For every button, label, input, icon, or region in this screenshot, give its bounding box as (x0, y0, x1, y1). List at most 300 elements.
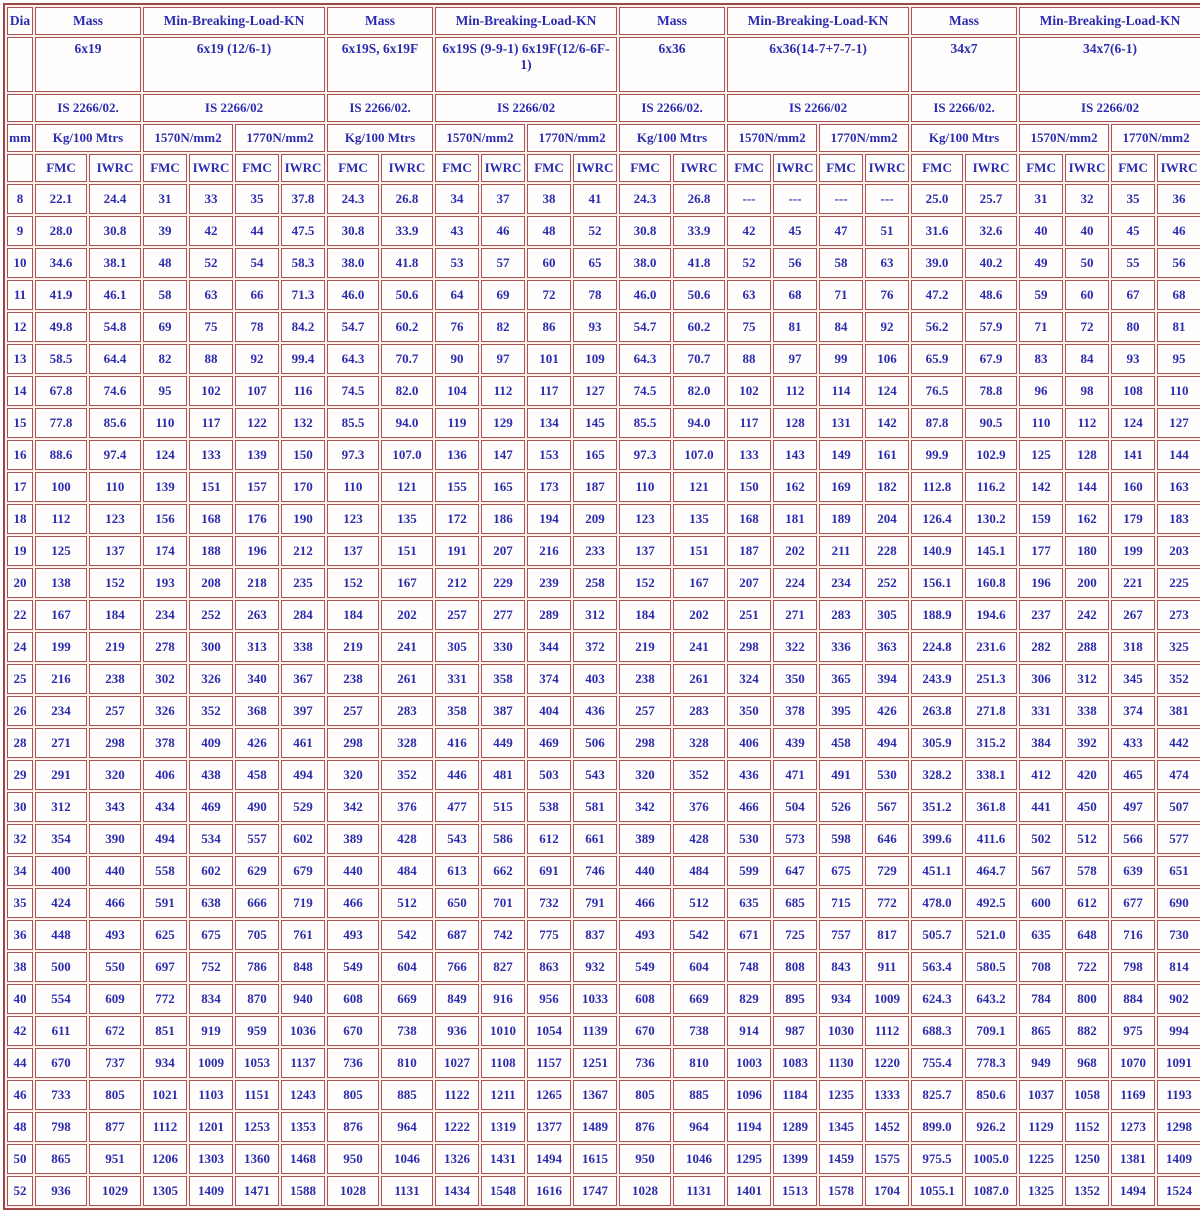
table-cell: 168 (189, 504, 233, 534)
table-cell: 1298 (1157, 1112, 1200, 1142)
table-cell: 177 (1019, 536, 1063, 566)
table-cell: 35 (235, 184, 279, 214)
table-cell: 1070 (1111, 1048, 1155, 1078)
table-cell: 863 (527, 952, 571, 982)
table-cell: 110 (89, 472, 141, 502)
table-cell: 374 (1111, 696, 1155, 726)
table-cell: 639 (1111, 856, 1155, 886)
table-cell: 964 (381, 1112, 433, 1142)
table-cell: 738 (381, 1016, 433, 1046)
table-cell: 365 (819, 664, 863, 694)
table-cell: 493 (89, 920, 141, 950)
table-cell: 57 (481, 248, 525, 278)
table-cell: 70.7 (673, 344, 725, 374)
table-cell: 466 (89, 888, 141, 918)
table-cell: 152 (619, 568, 671, 598)
table-row (7, 856, 1200, 886)
header-mass: Mass (911, 7, 1017, 35)
table-cell: 1193 (1157, 1080, 1200, 1110)
table-cell: 638 (189, 888, 233, 918)
table-cell: 1513 (773, 1176, 817, 1206)
table-cell: 184 (89, 600, 141, 630)
table-cell: 152 (327, 568, 379, 598)
table-cell: 1083 (773, 1048, 817, 1078)
table-cell: 598 (819, 824, 863, 854)
table-cell: 71 (1019, 312, 1063, 342)
table-cell: 97.3 (619, 440, 671, 470)
table-cell: 557 (235, 824, 279, 854)
table-cell: 224 (773, 568, 817, 598)
table-cell: 825.7 (911, 1080, 963, 1110)
table-cell: 549 (327, 952, 379, 982)
table-cell: 54.8 (89, 312, 141, 342)
table-cell: 207 (481, 536, 525, 566)
row-dia: 28 (7, 728, 33, 758)
table-cell: 251.3 (965, 664, 1017, 694)
table-row (7, 920, 1200, 950)
table-cell: 805 (619, 1080, 671, 1110)
table-cell: 577 (1157, 824, 1200, 854)
table-cell: 1054 (527, 1016, 571, 1046)
table-cell: 203 (1157, 536, 1200, 566)
table-cell: 50.6 (381, 280, 433, 310)
header-standard: IS 2266/02 (435, 94, 617, 122)
table-cell: 81 (1157, 312, 1200, 342)
table-cell: 471 (773, 760, 817, 790)
table-cell: 68 (773, 280, 817, 310)
table-cell: 761 (281, 920, 325, 950)
table-cell: 492.5 (965, 888, 1017, 918)
table-cell: 1489 (573, 1112, 617, 1142)
table-cell: 604 (673, 952, 725, 982)
table-cell: 149 (819, 440, 863, 470)
table-cell: 86 (527, 312, 571, 342)
header-core-iwrc: IWRC (865, 154, 909, 182)
table-cell: 926.2 (965, 1112, 1017, 1142)
table-cell: 42 (727, 216, 771, 246)
header-core-fmc: FMC (727, 154, 771, 182)
table-row (7, 664, 1200, 694)
table-row (7, 728, 1200, 758)
table-cell: 283 (819, 600, 863, 630)
table-cell: 57.9 (965, 312, 1017, 342)
header-grade-1570: 1570N/mm2 (727, 124, 817, 152)
table-cell: 75 (727, 312, 771, 342)
table-cell: 1345 (819, 1112, 863, 1142)
table-cell: 188.9 (911, 600, 963, 630)
table-cell: 257 (619, 696, 671, 726)
table-cell: 92 (235, 344, 279, 374)
table-cell: 31 (1019, 184, 1063, 214)
header-core-iwrc: IWRC (89, 154, 141, 182)
header-core-iwrc: IWRC (1065, 154, 1109, 182)
header-mass-unit: Kg/100 Mtrs (911, 124, 1017, 152)
table-cell: 78 (573, 280, 617, 310)
table-cell: 291 (35, 760, 87, 790)
table-cell: 934 (143, 1048, 187, 1078)
table-cell: 58 (143, 280, 187, 310)
table-cell: 298 (619, 728, 671, 758)
table-cell: 225 (1157, 568, 1200, 598)
table-cell: 876 (327, 1112, 379, 1142)
table-cell: 400 (35, 856, 87, 886)
table-cell: 843 (819, 952, 863, 982)
table-cell: 389 (327, 824, 379, 854)
table-cell: 543 (573, 760, 617, 790)
table-cell: 60.2 (673, 312, 725, 342)
table-cell: 155 (435, 472, 479, 502)
table-cell: 46.0 (327, 280, 379, 310)
table-cell: 97.4 (89, 440, 141, 470)
table-cell: 512 (1065, 824, 1109, 854)
table-cell: 1409 (189, 1176, 233, 1206)
table-cell: 74.6 (89, 376, 141, 406)
table-cell: 151 (381, 536, 433, 566)
table-cell: 52 (727, 248, 771, 278)
table-cell: 635 (1019, 920, 1063, 950)
table-cell: 40.2 (965, 248, 1017, 278)
table-cell: 757 (819, 920, 863, 950)
table-cell: 956 (527, 984, 571, 1014)
table-cell: 679 (281, 856, 325, 886)
table-cell: 37 (481, 184, 525, 214)
header-core-fmc: FMC (35, 154, 87, 182)
table-cell: 733 (35, 1080, 87, 1110)
table-row (7, 408, 1200, 438)
table-cell: 461 (281, 728, 325, 758)
table-cell: 184 (327, 600, 379, 630)
table-cell: 50 (1065, 248, 1109, 278)
table-cell: 66 (235, 280, 279, 310)
table-cell: 1169 (1111, 1080, 1155, 1110)
table-cell: 395 (819, 696, 863, 726)
table-cell: 33.9 (381, 216, 433, 246)
header-grade-1570: 1570N/mm2 (435, 124, 525, 152)
header-dia-unit: mm (7, 124, 33, 152)
table-cell: 135 (673, 504, 725, 534)
table-cell: 98 (1065, 376, 1109, 406)
table-cell: 165 (481, 472, 525, 502)
table-cell: 194 (527, 504, 571, 534)
row-dia: 13 (7, 344, 33, 374)
table-row (7, 568, 1200, 598)
table-cell: 116.2 (965, 472, 1017, 502)
table-cell: 342 (619, 792, 671, 822)
table-cell: 530 (727, 824, 771, 854)
table-cell: 34.6 (35, 248, 87, 278)
table-cell: 26.8 (673, 184, 725, 214)
table-cell: 33 (189, 184, 233, 214)
table-cell: 300 (189, 632, 233, 662)
table-cell: 1333 (865, 1080, 909, 1110)
table-cell: 549 (619, 952, 671, 982)
table-cell: 252 (865, 568, 909, 598)
table-cell: 350 (727, 696, 771, 726)
table-cell: 895 (773, 984, 817, 1014)
table-cell: 30.8 (89, 216, 141, 246)
table-cell: 940 (281, 984, 325, 1014)
table-cell: 180 (1065, 536, 1109, 566)
table-cell: 95 (143, 376, 187, 406)
table-cell: 340 (235, 664, 279, 694)
table-cell: 975.5 (911, 1144, 963, 1174)
table-cell: --- (819, 184, 863, 214)
row-dia: 11 (7, 280, 33, 310)
table-cell: 330 (481, 632, 525, 662)
header-grade-1570: 1570N/mm2 (1019, 124, 1109, 152)
table-cell: 88.6 (35, 440, 87, 470)
header-grade-1770: 1770N/mm2 (819, 124, 909, 152)
table-cell: 56 (773, 248, 817, 278)
table-cell: 263.8 (911, 696, 963, 726)
table-cell: 125 (1019, 440, 1063, 470)
table-row (7, 792, 1200, 822)
header-standard: IS 2266/02 (727, 94, 909, 122)
table-cell: 611 (35, 1016, 87, 1046)
table-cell: 69 (143, 312, 187, 342)
table-cell: 107.0 (381, 440, 433, 470)
table-cell: 449 (481, 728, 525, 758)
table-cell: 47.5 (281, 216, 325, 246)
table-cell: 1250 (1065, 1144, 1109, 1174)
table-row (7, 984, 1200, 1014)
table-cell: 384 (1019, 728, 1063, 758)
table-cell: 243.9 (911, 664, 963, 694)
table-cell: 661 (573, 824, 617, 854)
table-cell: 458 (819, 728, 863, 758)
header-standard: IS 2266/02 (143, 94, 325, 122)
table-cell: 38 (527, 184, 571, 214)
table-cell: 538 (527, 792, 571, 822)
header-mass-unit: Kg/100 Mtrs (619, 124, 725, 152)
header-breaking-load: Min-Breaking-Load-KN (727, 7, 909, 35)
table-cell: 38.0 (327, 248, 379, 278)
table-cell: 167 (35, 600, 87, 630)
table-cell: 950 (327, 1144, 379, 1174)
table-cell: 390 (89, 824, 141, 854)
table-cell: 48 (527, 216, 571, 246)
header-core-fmc: FMC (143, 154, 187, 182)
table-row (7, 824, 1200, 854)
table-cell: 1319 (481, 1112, 525, 1142)
table-cell: 24.4 (89, 184, 141, 214)
header-mass: Mass (327, 7, 433, 35)
table-cell: 138 (35, 568, 87, 598)
table-cell: 238 (619, 664, 671, 694)
table-cell: 58.5 (35, 344, 87, 374)
table-cell: 1381 (1111, 1144, 1155, 1174)
table-cell: 133 (189, 440, 233, 470)
table-cell: 643.2 (965, 984, 1017, 1014)
table-cell: 784 (1019, 984, 1063, 1014)
table-row (7, 1112, 1200, 1142)
table-cell: 145.1 (965, 536, 1017, 566)
table-cell: 493 (619, 920, 671, 950)
table-cell: 50.6 (673, 280, 725, 310)
table-cell: 404 (527, 696, 571, 726)
table-cell: 42 (189, 216, 233, 246)
header-mass: Mass (35, 7, 141, 35)
table-cell: 123 (327, 504, 379, 534)
table-cell: 837 (573, 920, 617, 950)
table-cell: 67.9 (965, 344, 1017, 374)
header-mass-unit: Kg/100 Mtrs (35, 124, 141, 152)
table-cell: 1494 (527, 1144, 571, 1174)
table-cell: 436 (573, 696, 617, 726)
table-cell: 563.4 (911, 952, 963, 982)
table-cell: 37.8 (281, 184, 325, 214)
table-cell: 994 (1157, 1016, 1200, 1046)
table-cell: 635 (727, 888, 771, 918)
table-cell: 39 (143, 216, 187, 246)
table-cell: 107 (235, 376, 279, 406)
table-cell: 104 (435, 376, 479, 406)
header-core-iwrc: IWRC (673, 154, 725, 182)
table-cell: 1305 (143, 1176, 187, 1206)
table-cell: 798 (35, 1112, 87, 1142)
header-grade-1770: 1770N/mm2 (527, 124, 617, 152)
table-cell: 273 (1157, 600, 1200, 630)
header-standard: IS 2266/02. (619, 94, 725, 122)
table-cell: 1087.0 (965, 1176, 1017, 1206)
table-cell: 791 (573, 888, 617, 918)
table-cell: 128 (773, 408, 817, 438)
table-cell: 484 (673, 856, 725, 886)
table-cell: 152 (89, 568, 141, 598)
table-cell: 397 (281, 696, 325, 726)
table-cell: 354 (35, 824, 87, 854)
table-cell: 156.1 (911, 568, 963, 598)
table-cell: 122 (235, 408, 279, 438)
table-cell: 786 (235, 952, 279, 982)
table-row (7, 344, 1200, 374)
table-cell: 110 (619, 472, 671, 502)
table-cell: 367 (281, 664, 325, 694)
table-cell: 697 (143, 952, 187, 982)
table-cell: 1747 (573, 1176, 617, 1206)
header-empty (7, 154, 33, 182)
table-cell: 131 (819, 408, 863, 438)
table-cell: 625 (143, 920, 187, 950)
table-cell: 81 (773, 312, 817, 342)
table-cell: 550 (89, 952, 141, 982)
header-mass: Mass (619, 7, 725, 35)
table-cell: 719 (281, 888, 325, 918)
table-cell: 58.3 (281, 248, 325, 278)
table-cell: 919 (189, 1016, 233, 1046)
table-cell: 440 (89, 856, 141, 886)
table-cell: 1575 (865, 1144, 909, 1174)
table-cell: 234 (35, 696, 87, 726)
header-row-construction (7, 37, 1200, 92)
table-cell: 82.0 (673, 376, 725, 406)
table-cell: 30.8 (619, 216, 671, 246)
table-cell: 77.8 (35, 408, 87, 438)
table-cell: 420 (1065, 760, 1109, 790)
table-cell: 102.9 (965, 440, 1017, 470)
header-standard: IS 2266/02 (1019, 94, 1200, 122)
row-dia: 16 (7, 440, 33, 470)
table-cell: 251 (727, 600, 771, 630)
header-row-core (7, 154, 1200, 182)
table-cell: 580.5 (965, 952, 1017, 982)
table-body (7, 184, 1200, 1206)
table-cell: 63 (189, 280, 233, 310)
table-cell: 88 (189, 344, 233, 374)
table-cell: 737 (89, 1048, 141, 1078)
table-cell: 70.7 (381, 344, 433, 374)
table-cell: 331 (435, 664, 479, 694)
table-cell: 30.8 (327, 216, 379, 246)
table-cell: 126.4 (911, 504, 963, 534)
table-cell: 515 (481, 792, 525, 822)
table-cell: 725 (773, 920, 817, 950)
table-cell: 41.9 (35, 280, 87, 310)
table-cell: 1184 (773, 1080, 817, 1110)
table-cell: 302 (143, 664, 187, 694)
table-cell: 964 (673, 1112, 725, 1142)
table-cell: 752 (189, 952, 233, 982)
row-dia: 30 (7, 792, 33, 822)
table-cell: 600 (1019, 888, 1063, 918)
table-cell: 675 (189, 920, 233, 950)
table-cell: 137 (619, 536, 671, 566)
table-cell: 1251 (573, 1048, 617, 1078)
table-cell: 31.6 (911, 216, 963, 246)
table-cell: 491 (819, 760, 863, 790)
table-cell: 121 (381, 472, 433, 502)
table-cell: 65.9 (911, 344, 963, 374)
table-cell: 298 (727, 632, 771, 662)
table-cell: 143 (773, 440, 817, 470)
table-cell: 289 (527, 600, 571, 630)
table-cell: 238 (327, 664, 379, 694)
table-cell: 503 (527, 760, 571, 790)
table-cell: 350 (773, 664, 817, 694)
table-cell: 142 (1019, 472, 1063, 502)
table-cell: 409 (189, 728, 233, 758)
table-cell: 160.8 (965, 568, 1017, 598)
table-row (7, 1080, 1200, 1110)
table-cell: 613 (435, 856, 479, 886)
table-row (7, 472, 1200, 502)
table-cell: 691 (527, 856, 571, 886)
table-cell: 602 (281, 824, 325, 854)
table-cell: 165 (573, 440, 617, 470)
table-cell: 358 (481, 664, 525, 694)
table-cell: 1367 (573, 1080, 617, 1110)
header-grade-1770: 1770N/mm2 (235, 124, 325, 152)
table-cell: 85.5 (327, 408, 379, 438)
table-cell: 1235 (819, 1080, 863, 1110)
header-construction: 6x19 (12/6-1) (143, 37, 325, 92)
table-cell: 1131 (381, 1176, 433, 1206)
header-construction: 6x19S (9-9-1) 6x19F(12/6-6F-1) (435, 37, 617, 92)
table-cell: 46 (481, 216, 525, 246)
table-cell: 147 (481, 440, 525, 470)
table-cell: 512 (381, 888, 433, 918)
table-cell: 748 (727, 952, 771, 982)
table-cell: 394 (865, 664, 909, 694)
table-cell: 25.7 (965, 184, 1017, 214)
table-cell: 798 (1111, 952, 1155, 982)
table-cell: 94.0 (673, 408, 725, 438)
table-cell: 440 (619, 856, 671, 886)
table-cell: 176 (235, 504, 279, 534)
table-cell: 566 (1111, 824, 1155, 854)
header-construction: 34x7 (911, 37, 1017, 92)
table-row (7, 280, 1200, 310)
